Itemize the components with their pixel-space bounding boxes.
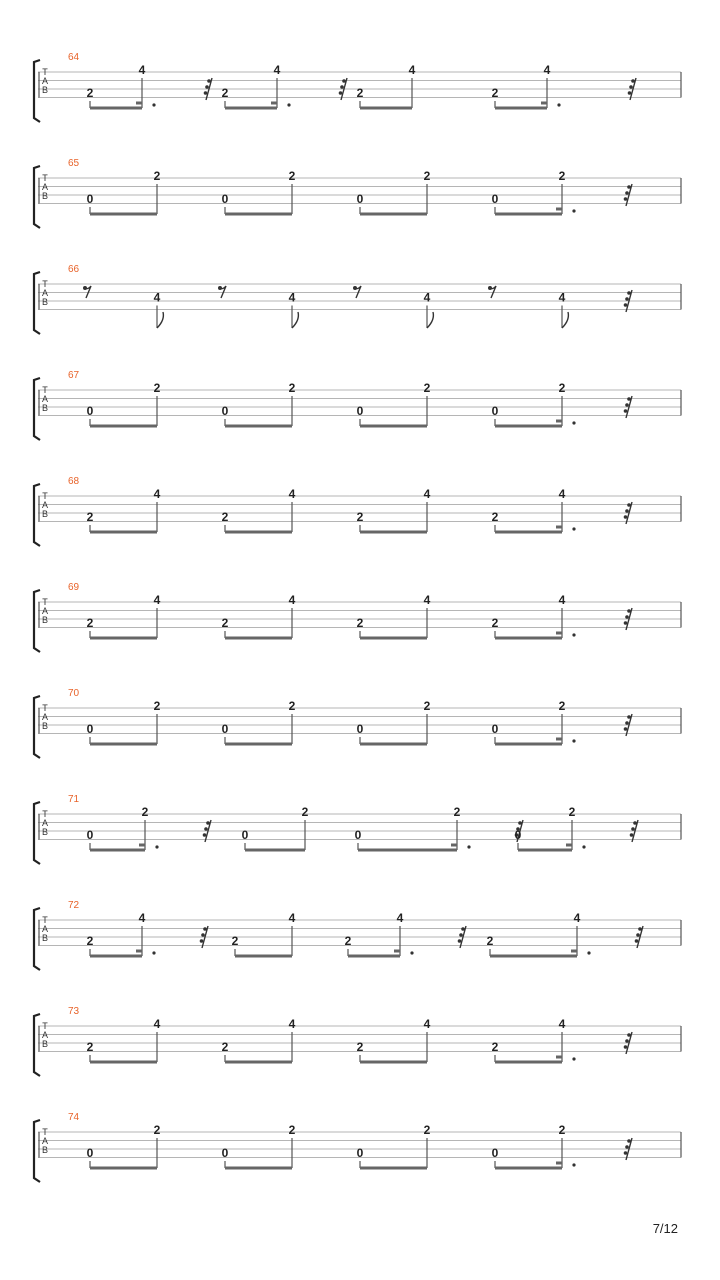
augmentation-dot bbox=[557, 103, 560, 106]
augmentation-dot bbox=[572, 1057, 575, 1060]
tab-clef-letter: B bbox=[41, 85, 49, 95]
tab-clef-letter: T bbox=[42, 173, 48, 183]
fret-number: 2 bbox=[153, 699, 161, 713]
fret-number: 4 bbox=[138, 63, 146, 77]
fret-number: 4 bbox=[423, 487, 431, 501]
fret-number: 4 bbox=[288, 1017, 296, 1031]
tab-clef-letter: B bbox=[41, 297, 49, 307]
eighth-flag bbox=[427, 312, 433, 328]
fret-number: 2 bbox=[491, 616, 499, 630]
fret-number: 2 bbox=[558, 169, 566, 183]
fret-number: 2 bbox=[288, 381, 296, 395]
fret-number: 0 bbox=[491, 1146, 499, 1160]
tab-clef-letter: T bbox=[42, 915, 48, 925]
augmentation-dot bbox=[155, 845, 158, 848]
fret-number: 4 bbox=[153, 290, 161, 305]
tab-clef-letter: T bbox=[42, 597, 48, 607]
fret-number: 4 bbox=[288, 290, 296, 305]
augmentation-dot bbox=[152, 103, 155, 106]
tab-system bbox=[0, 370, 720, 450]
fret-number: 2 bbox=[453, 805, 461, 819]
fret-number: 4 bbox=[423, 593, 431, 607]
fret-number: 2 bbox=[423, 699, 431, 713]
fret-number: 0 bbox=[86, 828, 94, 842]
augmentation-dot bbox=[152, 951, 155, 954]
tab-clef-letter: B bbox=[41, 1039, 49, 1049]
fret-number: 2 bbox=[491, 86, 499, 100]
tab-clef-letter: T bbox=[42, 1021, 48, 1031]
fret-number: 2 bbox=[491, 510, 499, 524]
fret-number: 2 bbox=[356, 86, 364, 100]
tab-system bbox=[0, 900, 720, 980]
fret-number: 4 bbox=[408, 63, 416, 77]
fret-number: 0 bbox=[491, 192, 499, 206]
fret-number: 4 bbox=[573, 911, 581, 925]
fret-number: 2 bbox=[356, 1040, 364, 1054]
measure-number: 74 bbox=[68, 1112, 80, 1123]
fret-number: 2 bbox=[486, 934, 494, 948]
measure-number: 72 bbox=[68, 900, 80, 911]
augmentation-dot bbox=[410, 951, 413, 954]
fret-number: 2 bbox=[356, 510, 364, 524]
fret-number: 2 bbox=[558, 381, 566, 395]
tab-clef-letter: B bbox=[41, 509, 49, 519]
fret-number: 4 bbox=[543, 63, 551, 77]
fret-number: 0 bbox=[491, 722, 499, 736]
fret-number: 2 bbox=[288, 699, 296, 713]
fret-number: 2 bbox=[491, 1040, 499, 1054]
fret-number: 4 bbox=[396, 911, 404, 925]
fret-number: 4 bbox=[423, 1017, 431, 1031]
fret-number: 2 bbox=[356, 616, 364, 630]
fret-number: 4 bbox=[138, 911, 146, 925]
tab-clef-letter: T bbox=[42, 491, 48, 501]
fret-number: 4 bbox=[288, 911, 296, 925]
tab-staff bbox=[0, 52, 720, 132]
fret-number: 4 bbox=[153, 593, 161, 607]
measure-number: 69 bbox=[68, 582, 80, 593]
tab-staff bbox=[0, 1006, 720, 1086]
fret-number: 2 bbox=[231, 934, 239, 948]
fret-number: 4 bbox=[288, 487, 296, 501]
augmentation-dot bbox=[572, 1163, 575, 1166]
tab-clef-letter: A bbox=[41, 288, 49, 298]
tab-system bbox=[0, 794, 720, 874]
fret-number: 2 bbox=[221, 616, 229, 630]
tab-clef-letter: B bbox=[41, 721, 49, 731]
fret-number: 4 bbox=[288, 593, 296, 607]
augmentation-dot bbox=[572, 421, 575, 424]
fret-number: 4 bbox=[153, 1017, 161, 1031]
fret-number: 0 bbox=[354, 828, 362, 842]
tab-clef-letter: A bbox=[41, 76, 49, 86]
fret-number: 2 bbox=[288, 1123, 296, 1137]
fret-number: 0 bbox=[356, 722, 364, 736]
tab-system bbox=[0, 688, 720, 768]
tab-clef-letter: A bbox=[41, 500, 49, 510]
tab-clef-letter: A bbox=[41, 818, 49, 828]
measure-number: 66 bbox=[68, 264, 80, 275]
fret-number: 2 bbox=[344, 934, 352, 948]
tab-clef-letter: T bbox=[42, 1127, 48, 1137]
fret-number: 4 bbox=[558, 290, 566, 305]
fret-number: 0 bbox=[356, 192, 364, 206]
tab-clef-letter: T bbox=[42, 703, 48, 713]
eighth-flag bbox=[292, 312, 298, 328]
measure-number: 71 bbox=[68, 794, 80, 805]
eighth-flag bbox=[562, 312, 568, 328]
tab-clef-letter: A bbox=[41, 606, 49, 616]
fret-number: 0 bbox=[86, 192, 94, 206]
tab-staff bbox=[0, 264, 720, 344]
augmentation-dot bbox=[287, 103, 290, 106]
tab-clef-letter: B bbox=[41, 615, 49, 625]
fret-number: 0 bbox=[86, 1146, 94, 1160]
fret-number: 0 bbox=[356, 404, 364, 418]
tab-clef-letter: T bbox=[42, 809, 48, 819]
tab-clef-letter: A bbox=[41, 182, 49, 192]
augmentation-dot bbox=[572, 209, 575, 212]
augmentation-dot bbox=[572, 633, 575, 636]
tab-clef-letter: B bbox=[41, 191, 49, 201]
fret-number: 2 bbox=[558, 699, 566, 713]
tab-clef-letter: T bbox=[42, 67, 48, 77]
fret-number: 2 bbox=[141, 805, 149, 819]
fret-number: 4 bbox=[153, 487, 161, 501]
augmentation-dot bbox=[572, 739, 575, 742]
augmentation-dot bbox=[572, 527, 575, 530]
fret-number: 2 bbox=[558, 1123, 566, 1137]
fret-number: 0 bbox=[86, 722, 94, 736]
augmentation-dot bbox=[467, 845, 470, 848]
measure-number: 73 bbox=[68, 1006, 80, 1017]
fret-number: 4 bbox=[558, 593, 566, 607]
tab-system bbox=[0, 52, 720, 132]
tab-system bbox=[0, 1006, 720, 1086]
fret-number: 4 bbox=[273, 63, 281, 77]
fret-number: 0 bbox=[221, 722, 229, 736]
page-number: 7/12 bbox=[652, 1221, 678, 1236]
fret-number: 2 bbox=[221, 510, 229, 524]
fret-number: 0 bbox=[221, 1146, 229, 1160]
fret-number: 2 bbox=[86, 1040, 94, 1054]
tab-clef-letter: B bbox=[41, 1145, 49, 1155]
fret-number: 0 bbox=[221, 192, 229, 206]
tab-staff bbox=[0, 1112, 720, 1192]
fret-number: 2 bbox=[153, 381, 161, 395]
tab-clef-letter: A bbox=[41, 924, 49, 934]
measure-number: 70 bbox=[68, 688, 80, 699]
tab-staff bbox=[0, 688, 720, 768]
tab-staff bbox=[0, 370, 720, 450]
fret-number: 4 bbox=[423, 290, 431, 305]
tab-system bbox=[0, 582, 720, 662]
tab-staff bbox=[0, 900, 720, 980]
fret-number: 0 bbox=[221, 404, 229, 418]
augmentation-dot bbox=[587, 951, 590, 954]
tab-clef-letter: T bbox=[42, 385, 48, 395]
tab-staff bbox=[0, 582, 720, 662]
fret-number: 4 bbox=[558, 1017, 566, 1031]
fret-number: 2 bbox=[423, 381, 431, 395]
fret-number: 2 bbox=[423, 1123, 431, 1137]
fret-number: 2 bbox=[86, 616, 94, 630]
fret-number: 0 bbox=[514, 828, 522, 842]
fret-number: 2 bbox=[221, 1040, 229, 1054]
fret-number: 2 bbox=[86, 510, 94, 524]
fret-number: 0 bbox=[491, 404, 499, 418]
tab-system bbox=[0, 1112, 720, 1192]
tab-clef-letter: B bbox=[41, 403, 49, 413]
tab-staff bbox=[0, 794, 720, 874]
fret-number: 2 bbox=[86, 86, 94, 100]
tab-clef-letter: A bbox=[41, 1030, 49, 1040]
fret-number: 2 bbox=[301, 805, 309, 819]
fret-number: 0 bbox=[86, 404, 94, 418]
fret-number: 0 bbox=[356, 1146, 364, 1160]
tab-clef-letter: A bbox=[41, 712, 49, 722]
fret-number: 2 bbox=[153, 1123, 161, 1137]
tab-staff bbox=[0, 476, 720, 556]
tab-system bbox=[0, 264, 720, 344]
measure-number: 64 bbox=[68, 52, 80, 63]
tab-clef-letter: T bbox=[42, 279, 48, 289]
tab-clef-letter: B bbox=[41, 827, 49, 837]
measure-number: 65 bbox=[68, 158, 80, 169]
fret-number: 2 bbox=[221, 86, 229, 100]
tab-system bbox=[0, 476, 720, 556]
measure-number: 68 bbox=[68, 476, 80, 487]
fret-number: 2 bbox=[153, 169, 161, 183]
augmentation-dot bbox=[582, 845, 585, 848]
measure-number: 67 bbox=[68, 370, 80, 381]
eighth-flag bbox=[157, 312, 163, 328]
fret-number: 4 bbox=[558, 487, 566, 501]
fret-number: 2 bbox=[86, 934, 94, 948]
tab-staff bbox=[0, 158, 720, 238]
tab-system bbox=[0, 158, 720, 238]
fret-number: 0 bbox=[241, 828, 249, 842]
tab-clef-letter: A bbox=[41, 394, 49, 404]
fret-number: 2 bbox=[423, 169, 431, 183]
tab-clef-letter: B bbox=[41, 933, 49, 943]
fret-number: 2 bbox=[568, 805, 576, 819]
tab-clef-letter: A bbox=[41, 1136, 49, 1146]
fret-number: 2 bbox=[288, 169, 296, 183]
